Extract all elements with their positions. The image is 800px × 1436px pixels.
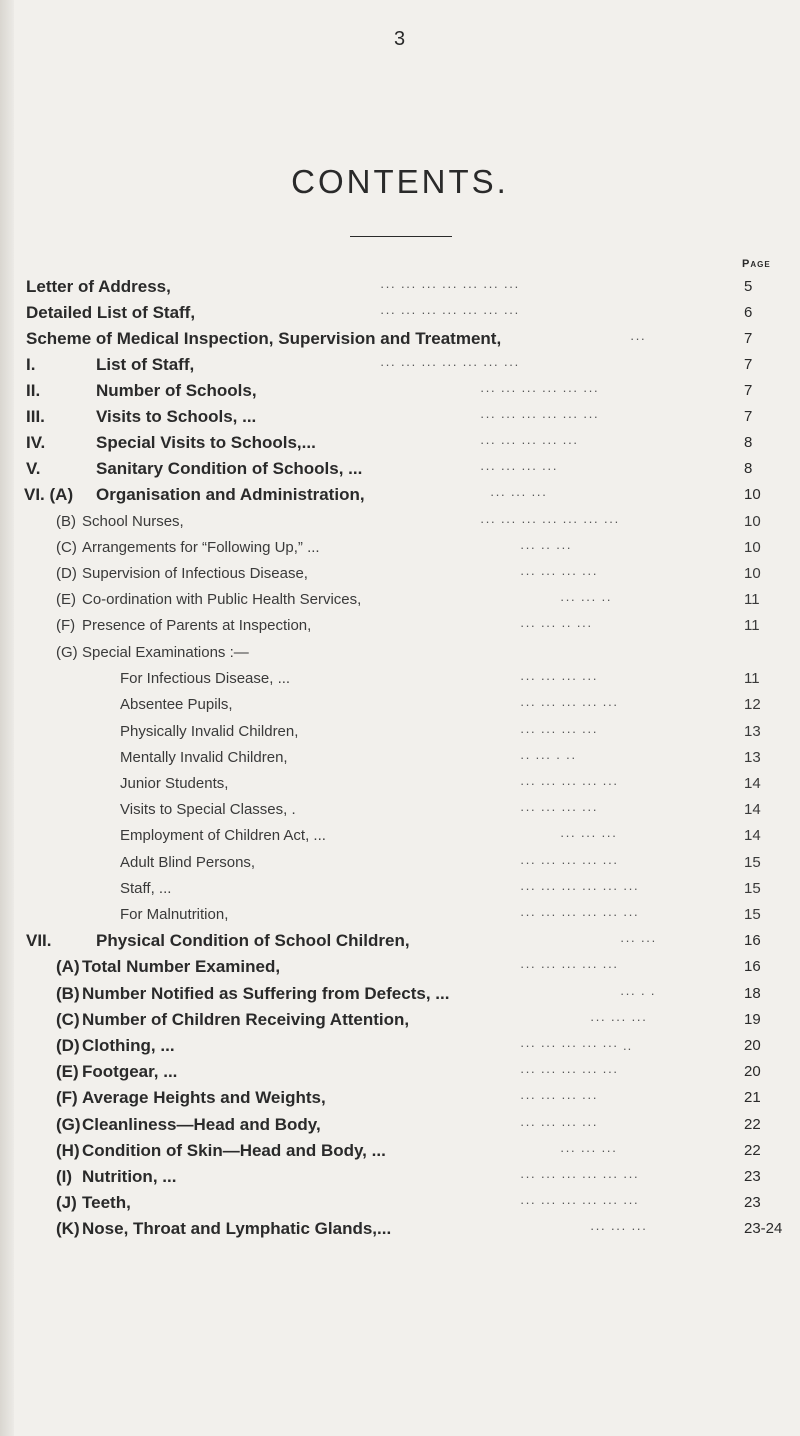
title-rule <box>350 236 452 237</box>
toc-entry-page: 14 <box>744 775 761 792</box>
toc-entry-title: For Malnutrition, <box>120 906 229 923</box>
toc-entry <box>0 1166 800 1188</box>
toc-entry-page: 5 <box>744 278 753 295</box>
leader-dots: ··· ··· ··· ··· ··· .. <box>520 1038 633 1053</box>
toc-entry-title: Total Number Examined, <box>82 957 281 976</box>
toc-entry <box>0 1087 800 1109</box>
leader-dots: ··· ··· ··· ··· <box>520 671 598 686</box>
leader-dots: ··· ··· ··· ··· ··· ··· <box>520 907 639 922</box>
leader-dots: ··· ··· ··· ··· ··· ··· <box>520 1169 639 1184</box>
toc-entry-number: III. <box>26 407 45 426</box>
toc-entry-number: I. <box>26 355 36 374</box>
toc-entry-page: 23-24 <box>744 1220 783 1237</box>
toc-entry <box>0 328 800 350</box>
toc-entry <box>0 1035 800 1057</box>
leader-dots: ··· ··· ··· ··· <box>520 566 598 581</box>
toc-entry-number: (F) <box>56 1088 78 1107</box>
toc-entry <box>0 589 800 611</box>
toc-entry <box>0 1061 800 1083</box>
leader-dots: ··· ··· ··· ··· ··· <box>520 959 619 974</box>
leader-dots: ··· ··· ··· ··· ··· <box>520 1064 619 1079</box>
toc-entry-title: Staff, ... <box>120 880 172 897</box>
toc-entry-title: Condition of Skin—Head and Body, ... <box>82 1141 386 1160</box>
toc-entry-number: (C) <box>56 539 77 556</box>
toc-entry-page: 22 <box>744 1116 761 1133</box>
toc-entry-title: Employment of Children Act, ... <box>120 827 326 844</box>
toc-entry-page: 11 <box>744 617 760 634</box>
toc-entry-title: Special Examinations :— <box>82 644 249 661</box>
toc-entry-page: 21 <box>744 1089 761 1106</box>
toc-entry <box>0 615 800 637</box>
toc-entry-page: 6 <box>744 304 753 321</box>
toc-entry <box>0 484 800 506</box>
toc-entry-page: 7 <box>744 382 753 399</box>
toc-entry <box>0 904 800 926</box>
leader-dots: ··· ··· ··· <box>560 1143 618 1158</box>
toc-entry-number: (B) <box>56 513 76 530</box>
toc-entry-number: (B) <box>56 984 80 1003</box>
leader-dots: ··· ··· ··· ··· ··· ··· <box>520 1195 639 1210</box>
toc-entry-title: Detailed List of Staff, <box>26 303 196 322</box>
toc-entry-page: 7 <box>744 330 753 347</box>
page-column-header: Page <box>742 258 771 270</box>
toc-entry-title: Cleanliness—Head and Body, <box>82 1115 321 1134</box>
toc-entry-title: Physical Condition of School Children, <box>96 931 410 950</box>
toc-entry-number: (K) <box>56 1219 80 1238</box>
leader-dots: ··· ··· ··· ··· ··· ··· <box>480 409 599 424</box>
toc-entry-title: Visits to Special Classes, . <box>120 801 296 818</box>
toc-entry-number: (H) <box>56 1141 80 1160</box>
toc-entry-number: (G) <box>56 644 78 661</box>
toc-entry <box>0 773 800 795</box>
leader-dots: ··· ··· ··· ··· <box>520 1117 598 1132</box>
leader-dots: ··· ··· ··· ··· <box>520 1090 598 1105</box>
toc-entry <box>0 276 800 298</box>
toc-entry <box>0 563 800 585</box>
toc-entry-title: Junior Students, <box>120 775 229 792</box>
toc-entry-number: (F) <box>56 617 76 634</box>
toc-entry-title: Absentee Pupils, <box>120 696 233 713</box>
toc-entry <box>0 983 800 1005</box>
leader-dots: ··· ··· ··· ··· ··· <box>480 435 579 450</box>
leader-dots: ··· ··· ··· <box>590 1012 648 1027</box>
toc-entry-page: 10 <box>744 486 761 503</box>
toc-entry <box>0 511 800 533</box>
toc-entry <box>0 642 800 664</box>
toc-entry-title: Scheme of Medical Inspection, Supervision and Treatment, <box>26 329 502 348</box>
toc-entry <box>0 380 800 402</box>
leader-dots: ··· <box>630 331 646 346</box>
toc-entry-number: (E) <box>56 591 76 608</box>
toc-entry-page: 7 <box>744 408 753 425</box>
leader-dots: ··· ··· ··· ··· ··· <box>520 776 619 791</box>
toc-entry-page: 18 <box>744 985 761 1002</box>
toc-entry <box>0 878 800 900</box>
toc-entry-page: 11 <box>744 670 760 687</box>
toc-entry-page: 15 <box>744 906 761 923</box>
toc-entry-page: 14 <box>744 801 761 818</box>
toc-entry-title: For Infectious Disease, ... <box>120 670 291 687</box>
toc-entry-title: Footgear, ... <box>82 1062 178 1081</box>
toc-entry-page: 15 <box>744 854 761 871</box>
toc-entry <box>0 956 800 978</box>
toc-entry-page: 10 <box>744 513 761 530</box>
toc-entry <box>0 1009 800 1031</box>
toc-entry <box>0 1114 800 1136</box>
leader-dots: ··· ·· ··· <box>520 540 572 555</box>
toc-entry-number: II. <box>26 381 41 400</box>
toc-entry-number: (C) <box>56 1010 80 1029</box>
toc-entry <box>0 432 800 454</box>
toc-entry-page: 8 <box>744 434 753 451</box>
toc-entry-number: IV. <box>26 433 46 452</box>
toc-entry-title: Average Heights and Weights, <box>82 1088 326 1107</box>
toc-entry-number: (I) <box>56 1167 73 1186</box>
toc-entry-page: 8 <box>744 460 753 477</box>
toc-entry-title: Number Notified as Suffering from Defects, ... <box>82 984 450 1003</box>
toc-entry-page: 13 <box>744 749 761 766</box>
toc-entry-page: 14 <box>744 827 761 844</box>
toc-entry-page: 10 <box>744 565 761 582</box>
leader-dots: ··· · · <box>620 986 656 1001</box>
toc-entry <box>0 354 800 376</box>
toc-entry-title: Nose, Throat and Lymphatic Glands,... <box>82 1219 392 1238</box>
leader-dots: ··· ··· ··· <box>560 828 618 843</box>
toc-entry <box>0 721 800 743</box>
toc-entry-title: Clothing, ... <box>82 1036 175 1055</box>
toc-entry-number: (J) <box>56 1193 77 1212</box>
leader-dots: ··· ··· ··· ··· <box>520 802 598 817</box>
leader-dots: ··· ··· ··· ··· ··· ··· ··· <box>380 279 520 294</box>
toc-entry <box>0 852 800 874</box>
toc-entry-page: 12 <box>744 696 761 713</box>
leader-dots: ··· ··· ··· ··· ··· ··· ··· <box>480 514 620 529</box>
toc-entry <box>0 302 800 324</box>
toc-entry-page: 20 <box>744 1037 761 1054</box>
toc-entry-number: (D) <box>56 1036 80 1055</box>
toc-entry-title: Mentally Invalid Children, <box>120 749 288 766</box>
toc-entry-page: 10 <box>744 539 761 556</box>
toc-entry-page: 20 <box>744 1063 761 1080</box>
toc-entry-page: 23 <box>744 1168 761 1185</box>
toc-entry <box>0 799 800 821</box>
leader-dots: ··· ··· ··· ··· ··· ··· <box>480 383 599 398</box>
toc-entry-title: Adult Blind Persons, <box>120 854 256 871</box>
toc-entry <box>0 537 800 559</box>
leader-dots: ··· ··· ··· ··· <box>480 461 558 476</box>
toc-entry-page: 15 <box>744 880 761 897</box>
leader-dots: ··· ··· ··· ··· <box>520 724 598 739</box>
toc-entry-title: Presence of Parents at Inspection, <box>82 617 312 634</box>
toc-entry-title: Number of Children Receiving Attention, <box>82 1010 410 1029</box>
toc-entry-page: 16 <box>744 958 761 975</box>
page-title: CONTENTS. <box>291 163 509 200</box>
leader-dots: ··· ··· ·· ··· <box>520 618 593 633</box>
toc-entry-number: (E) <box>56 1062 79 1081</box>
toc-entry <box>0 1140 800 1162</box>
leader-dots: ··· ··· ··· ··· ··· <box>520 697 619 712</box>
leader-dots: ··· ··· ··· <box>590 1221 648 1236</box>
toc-entry <box>0 668 800 690</box>
leader-dots: ··· ··· ··· ··· ··· ··· ··· <box>380 305 520 320</box>
toc-entry-page: 22 <box>744 1142 761 1159</box>
toc-entry-page: 11 <box>744 591 760 608</box>
toc-entry-page: 7 <box>744 356 753 373</box>
leader-dots: ··· ··· ··· <box>490 487 548 502</box>
toc-entry <box>0 1192 800 1214</box>
toc-entry-title: Physically Invalid Children, <box>120 723 299 740</box>
leader-dots: ··· ··· ·· <box>560 592 612 607</box>
page-number: 3 <box>393 28 407 50</box>
toc-entry <box>0 825 800 847</box>
leader-dots: ··· ··· ··· ··· ··· <box>520 855 619 870</box>
toc-entry-title: Special Visits to Schools,... <box>96 433 316 452</box>
toc-entry-title: List of Staff, <box>96 355 195 374</box>
leader-dots: ··· ··· ··· ··· ··· ··· <box>520 881 639 896</box>
toc-entry <box>0 694 800 716</box>
toc-entry-title: Supervision of Infectious Disease, <box>82 565 308 582</box>
toc-entry <box>0 1218 800 1240</box>
toc-entry <box>0 930 800 952</box>
toc-entry-page: 16 <box>744 932 761 949</box>
toc-entry-number: V. <box>26 459 41 478</box>
toc-entry-title: Sanitary Condition of Schools, ... <box>96 459 363 478</box>
toc-entry-page: 19 <box>744 1011 761 1028</box>
toc-entry-number: (G) <box>56 1115 81 1134</box>
toc-entry <box>0 458 800 480</box>
leader-dots: ··· ··· ··· ··· ··· ··· ··· <box>380 357 520 372</box>
toc-entry-page: 13 <box>744 723 761 740</box>
toc-entry-title: School Nurses, <box>82 513 184 530</box>
leader-dots: ··· ··· <box>620 933 657 948</box>
toc-entry-title: Number of Schools, <box>96 381 257 400</box>
toc-entry-title: Arrangements for “Following Up,” ... <box>82 539 320 556</box>
toc-entry <box>0 747 800 769</box>
toc-entry-number: (A) <box>56 957 80 976</box>
toc-entry <box>0 406 800 428</box>
toc-entry-page: 23 <box>744 1194 761 1211</box>
leader-dots: ·· ··· · ·· <box>520 750 577 765</box>
toc-entry-title: Visits to Schools, ... <box>96 407 257 426</box>
toc-entry-number: VI. (A) <box>24 485 74 504</box>
toc-entry-title: Nutrition, ... <box>82 1167 177 1186</box>
toc-entry-number: VII. <box>26 931 52 950</box>
toc-entry-title: Letter of Address, <box>26 277 171 296</box>
toc-entry-number: (D) <box>56 565 77 582</box>
toc-entry-title: Teeth, <box>82 1193 131 1212</box>
toc-entry-title: Co-ordination with Public Health Services, <box>82 591 362 608</box>
toc-entry-title: Organisation and Administration, <box>96 485 365 504</box>
